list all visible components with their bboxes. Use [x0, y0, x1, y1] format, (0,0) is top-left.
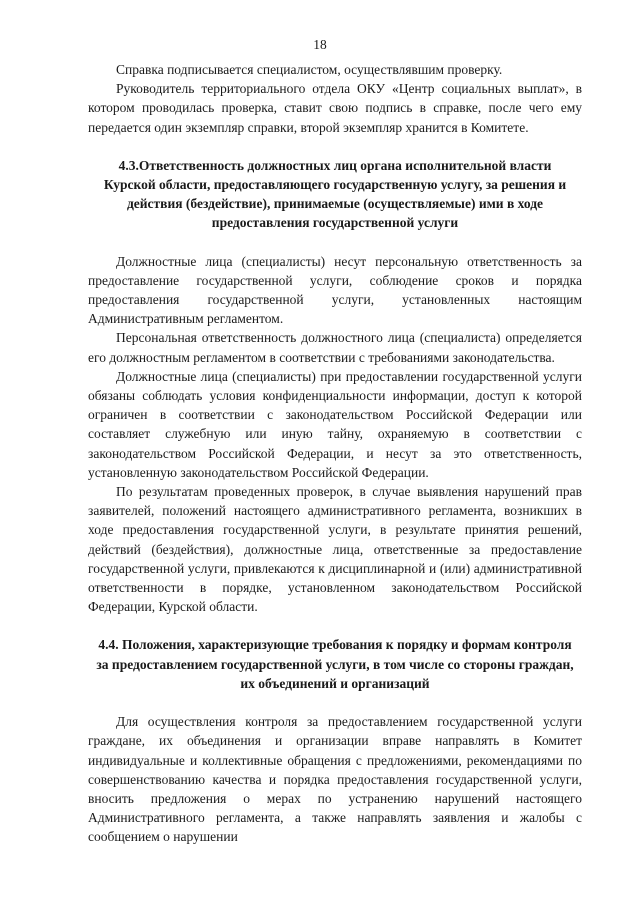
paragraph: Должностные лица (специалисты) при предоставлении государственной услуги обязаны соблюдать условия конфиденциальности информации, доступ к которой ограничен в соответствии с законодательством Российской Федерации или составляет служебную или иную тайну, охраняемую в соответствии с законодательством Российской Федерации, и несут за это ответственность, установленную законодательством Российской Федерации. — [88, 368, 582, 480]
document-body — [88, 60, 582, 847]
page-number: 18 — [313, 37, 327, 52]
paragraph: Для осуществления контроля за предоставлением государственной услуги граждане, их объединения и организации вправе направлять в Комитет индивидуальные и коллективные обращения с предложениями, рекомендациями по совершенствованию качества и порядка предоставления государственной услуги, вносить предложения о мерах по устранению нарушений настоящего Административного регламента, а также направлять заявления и жалобы с сообщением о нарушении — [88, 714, 582, 845]
section-heading-4-4: 4.4. Положения, характеризующие требования к порядку и формам контроля за предоставлением государственной услуги, в том числе со стороны граждан, их объединений и организаций — [96, 637, 574, 691]
paragraph: По результатам проведенных проверок, в случае выявления нарушений прав заявителей, положений настоящего административного регламента, возникших в ходе предоставления государственной услуги, в результате принятия решений, действий (бездействия), должностные лица, ответственные за предоставление государственной услуги, привлекаются к дисциплинарной и (или) административной ответственности в порядке, установленном законодательством Российской Федерации, Курской области. — [88, 484, 582, 615]
section-heading-4-3: 4.3.Ответственность должностных лиц органа исполнительной власти Курской области, предоставляющего государственную услугу, за решения и действия (бездействие), принимаемые (осуществляемые) ими в ходе предоставления государственной услуги — [103, 157, 567, 231]
paragraph: Справка подписывается специалистом, осуществлявшим проверку. — [116, 62, 503, 77]
paragraph: Руководитель территориального отдела ОКУ «Центр социальных выплат», в котором проводилась проверка, ставит свою подпись в справке, после чего ему передается один экземпляр справки, второй экземпляр хранится в Комитете. — [88, 81, 582, 135]
paragraph: Персональная ответственность должностного лица (специалиста) определяется его должностным регламентом в соответствии с требованиями законодательства. — [88, 330, 582, 365]
paragraph: Должностные лица (специалисты) несут персональную ответственность за предоставление государственной услуги, соблюдение сроков и порядка предоставления государственной услуги, установленных настоящим Административным регламентом. — [88, 253, 582, 327]
